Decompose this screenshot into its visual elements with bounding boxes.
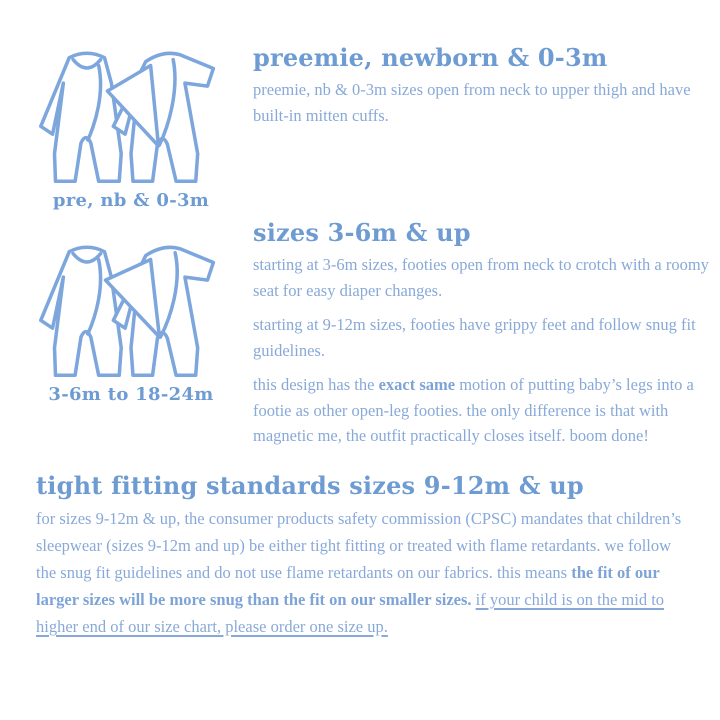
open-footie-outline bbox=[113, 247, 213, 375]
body-sizes-open: starting at 3-6m sizes, footies open from neck to crotch with a roomy seat for easy diaper changes. bbox=[253, 255, 709, 300]
section-sizes-3-6m bbox=[253, 219, 711, 458]
section-tight-fitting bbox=[36, 472, 694, 649]
section-preemie bbox=[253, 44, 709, 137]
illustration-label-3-6m: 3-6m to 18-24m bbox=[48, 384, 214, 405]
body-sizes-design bbox=[253, 372, 711, 449]
body-tight-fitting bbox=[36, 505, 694, 640]
heading-preemie: preemie, newborn & 0-3m bbox=[253, 43, 608, 72]
body-sizes-grippy: starting at 9-12m sizes, footies have grippy feet and follow snug fit guidelines. bbox=[253, 315, 696, 360]
closed-footie-outline bbox=[41, 247, 121, 375]
heading-sizes-3-6m: sizes 3-6m & up bbox=[253, 218, 471, 247]
body-preemie: preemie, nb & 0-3m sizes open from neck to upper thigh and have built-in mitten cuffs. bbox=[253, 80, 691, 125]
heading-tight-fitting: tight fitting standards sizes 9-12m & up bbox=[36, 471, 584, 500]
illustration-3-6m-footies bbox=[28, 236, 234, 388]
open-footie-outline bbox=[113, 53, 213, 181]
closed-footie-outline bbox=[41, 53, 121, 181]
illustration-label-preemie: pre, nb & 0-3m bbox=[52, 190, 210, 211]
body-sizes-design-pre: this design has the bbox=[253, 375, 379, 394]
closed-footie bbox=[41, 247, 121, 375]
illustration-preemie-footies bbox=[28, 42, 234, 194]
size-chart-order-up-link[interactable]: if your child is on the mid to higher end of our size chart, please order one size up. bbox=[36, 590, 665, 636]
footie-drawing-3-6m bbox=[28, 236, 234, 388]
closed-footie bbox=[41, 53, 121, 181]
body-tight-fitting-pre: for sizes 9-12m & up, the consumer products safety commission (CPSC) mandates that children’s sleepwear (sizes 9-12m and up) be either tight fitting or treated with flame retardants. we follow the snug fit guidelines and do not use flame retardants on our fabrics. this means bbox=[36, 509, 682, 582]
body-sizes-design-post: motion of putting baby’s legs into a footie as other open-leg footies. the only difference is that with magnetic me, the outfit practically closes itself. boom done! bbox=[253, 375, 694, 445]
open-footie bbox=[107, 53, 213, 181]
footie-drawing-preemie bbox=[28, 42, 234, 194]
body-tight-fitting-bold: the fit of our larger sizes will be more snug than the fit on our smaller sizes. bbox=[36, 563, 660, 609]
body-sizes-design-bold: exact same bbox=[378, 375, 456, 394]
